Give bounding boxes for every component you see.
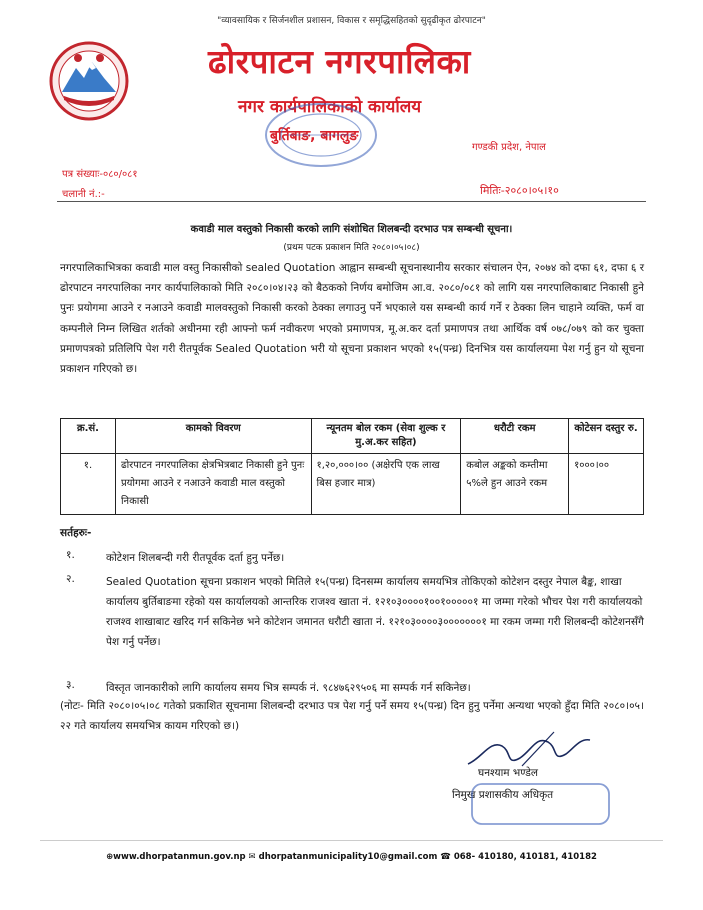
table-header-row bbox=[61, 419, 644, 454]
header-minimum-bid: न्यूनतम बोल रकम (सेवा शुल्क र मु.अ.कर सहित) bbox=[311, 419, 461, 454]
municipality-emblem-logo bbox=[48, 40, 130, 122]
cell-serial: १. bbox=[61, 454, 116, 515]
table-row bbox=[61, 454, 644, 515]
notice-body: नगरपालिकाभित्रका कवाडी माल वस्तु निकासीको sealed Quotation आह्वान सम्बन्धी सूचनास्थानीय सरकार संचालन ऐन, २०७४ को दफा ६१, दफा ६ र ढोरपाटन नगरपालिका नगर कार्यपालिकाको मिति २०८०।०४।२३ को बैठकको निर्णय बमोजिम आ.व. २०८०/०८१ को लागि यस नगरपालिकाबाट निकासी हुने पुनः प्रयोगमा आउने र नआउने कवाडी मालवस्तुको निकासी करको ठेक्का लगाउनु पर्ने भएकाले यस सम्बन्धी कार्य गर्ने र ठेक्का लिन चाहाने व्यक्ति, फर्म वा कम्पनीले निम्न लिखित शर्तको अधीनमा रही आफ्नो फर्म नवीकरण भएको प्रमाणपत्र, मू.अ.कर दर्ता प्रमाणपत्र तथा आर्थिक वर्ष ०७८/०७९ को कर चुक्ता प्रमाणपत्रको प्रतिलिपि पेश गरी रीतपूर्वक Sealed Quotation भरी यो सूचना प्रकाशन भएको १५(पन्ध्र) दिनभित्र यस कार्यालयमा पेश गर्नु हुन यो सूचना प्रकाशन गरिएको छ। bbox=[60, 262, 644, 376]
header-quotation-fee: कोटेसन दस्तुर रु. bbox=[569, 419, 644, 454]
cell-deposit: कबोल अङ्कको कम्तीमा ५%ले हुन आउने रकम bbox=[461, 454, 569, 515]
letter-date: मितिः-२०८०।०५।१० bbox=[480, 184, 559, 197]
footer-divider bbox=[40, 840, 663, 841]
conditions-heading: सर्तहरुः- bbox=[60, 527, 92, 539]
signatory-designation: निमुख प्रशासकीय अधिकृत bbox=[452, 789, 554, 801]
quotation-table bbox=[60, 418, 644, 515]
footer-contact: ⊕www.dhorpatanmun.gov.np ✉ dhorpatanmunicipality10@gmail.com ☎ 068- 410180, 410181, 410182 bbox=[106, 852, 597, 862]
office-seal-stamp bbox=[262, 100, 380, 170]
cell-work-description: ढोरपाटन नगरपालिका क्षेत्रभित्रबाट निकासी हुने पुनः प्रयोगमा आउने र नआउने कवाडी माल वस्तुको निकासी bbox=[115, 454, 311, 515]
cell-quotation-fee: १०००।०० bbox=[569, 454, 644, 515]
condition-number: १. bbox=[66, 549, 75, 561]
dispatch-number: चलानी नं.:- bbox=[62, 189, 105, 200]
municipality-name: ढोरपाटन नगरपालिका bbox=[208, 42, 471, 81]
cell-minimum-bid: १,२०,०००।०० (अक्षेरपि एक लाख बिस हजार मात्र) bbox=[311, 454, 461, 515]
notice-subtitle: (प्रथम पटक प्रकाशन मिति २०८०।०५।०८) bbox=[283, 243, 420, 253]
notice-note: (नोटः- मिति २०८०।०५।०८ गतेको प्रकाशित सूचनामा शिलबन्दी दरभाउ पत्र पेश गर्नु पर्ने समय १५(पन्ध्र) दिन हुनु पर्नेमा अन्यथा भएको हुँदा मिति २०८०।०५।२२ गते कार्यालय समयभित्र कायम गरिएको छ।) bbox=[60, 700, 644, 732]
header-work-description: कामको विवरण bbox=[115, 419, 311, 454]
motto: "व्यावसायिक र सिर्जनशील प्रशासन, विकास र समृद्धिसहितको सुदृढीकृत ढोरपाटन" bbox=[217, 16, 486, 26]
condition-text: विस्तृत जानकारीको लागि कार्यालय समय भित्र सम्पर्क नं. ९८४७६२९५०६ मा सम्पर्क गर्न सकिनेछ। bbox=[106, 682, 471, 694]
province-label: गण्डकी प्रदेश, नेपाल bbox=[472, 142, 546, 153]
condition-number: ३. bbox=[66, 679, 75, 691]
condition-text: कोटेशन शिलबन्दी गरी रीतपूर्वक दर्ता हुनु पर्नेछ। bbox=[106, 552, 285, 564]
signatory-name: घनश्याम भण्डेल bbox=[478, 767, 539, 779]
office-address: बुर्तिबाङ, बागलुङ bbox=[270, 128, 359, 144]
office-name: नगर कार्यपालिकाको कार्यालय bbox=[238, 97, 422, 117]
header-divider bbox=[57, 201, 646, 202]
header-serial: क्र.सं. bbox=[61, 419, 116, 454]
header-deposit: धरौटी रकम bbox=[461, 419, 569, 454]
designation-stamp bbox=[468, 778, 613, 830]
reference-number: पत्र संख्याः-०८०/०८१ bbox=[62, 169, 138, 180]
condition-text: Sealed Quotation सूचना प्रकाशन भएको मितिले १५(पन्ध्र) दिनसम्म कार्यालय समयभित्र तोकिएको कोटेशन दस्तुर नेपाल बैङ्क, शाखा कार्यालय बुर्तिबाङमा रहेको यस कार्यालयको आन्तरिक राजश्व खाता नं. १२१०३००००१००१०००००१ मा जम्मा गरेको भौचर पेश गरी कार्यालयको राजश्व शाखाबाट खरिद गर्न सकिनेछ भने कोटेशन जमानत धरौटी खाता नं. १२१०३००००३०००००००१ मा रकम जम्मा गरी शिलबन्दी कोटेशनसँगै पेश गर्नु पर्नेछ। bbox=[106, 576, 644, 648]
notice-title: कवाडी माल वस्तुको निकासी करको लागि संशोधित शिलबन्दी दरभाउ पत्र सम्बन्धी सूचना। bbox=[190, 224, 513, 235]
condition-number: २. bbox=[66, 573, 75, 585]
